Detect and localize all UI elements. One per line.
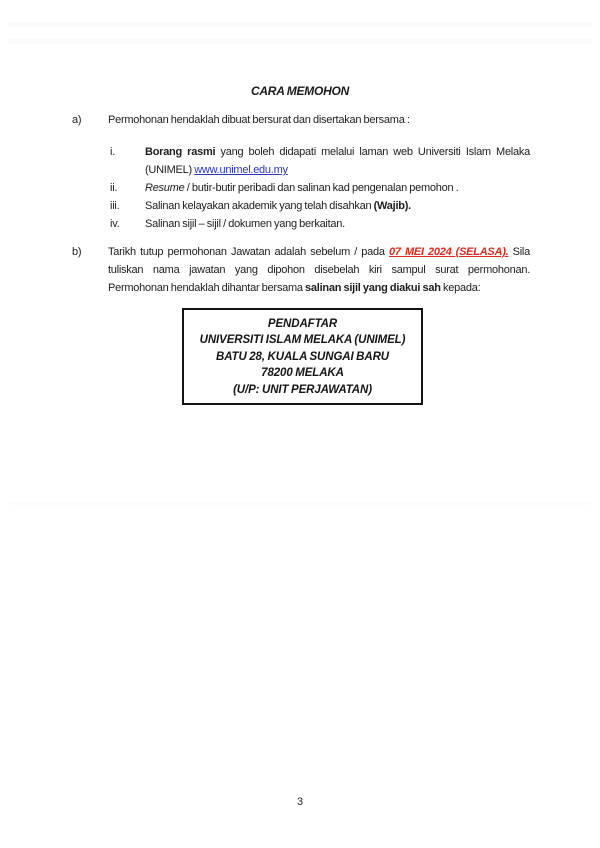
address-line-recipient: PENDAFTAR xyxy=(267,318,338,330)
send-with-pre: Permohonan hendaklah dihantar bersama xyxy=(108,282,306,294)
list-item-iv xyxy=(110,215,530,233)
borang-rasmi-bold: Borang rasmi xyxy=(145,146,216,158)
certified-copies-bold: salinan sijil yang diakui sah xyxy=(305,282,441,294)
list-item-i-line2 xyxy=(145,161,530,179)
list-item-ii xyxy=(110,179,530,197)
section-a xyxy=(72,111,530,129)
address-line-street: BATU 28, KUALA SUNGAI BARU xyxy=(215,350,390,363)
page-number: 3 xyxy=(296,796,304,808)
address-line-university: UNIVERSITI ISLAM MELAKA (UNIMEL) xyxy=(199,334,406,347)
section-a-item-list xyxy=(110,143,530,233)
list-item-i-label: i. xyxy=(110,146,115,158)
list-item-i-text xyxy=(145,143,530,179)
list-item-ii-label: ii. xyxy=(110,182,118,194)
section-a-text: Permohonan hendaklah dibuat bersurat dan disertakan bersama : xyxy=(108,114,410,126)
list-item-iv-label: iv. xyxy=(110,218,120,230)
list-item-i-line1-rest: yang boleh didapati melalui laman web Universiti Islam Melaka xyxy=(215,146,530,158)
section-b-line3 xyxy=(108,279,530,297)
list-item-iii xyxy=(110,197,530,215)
section-b-line2: tuliskan nama jawatan yang dipohon disebelah kiri sampul surat permohonan. xyxy=(108,264,530,276)
deadline-sentence-pre: Tarikh tutup permohonan Jawatan adalah sebelum / pada xyxy=(108,246,389,258)
list-item-iv-text: Salinan sijil – sijil / dokumen yang berkaitan. xyxy=(145,218,345,230)
list-item-ii-rest: / butir-butir peribadi dan salinan kad pengenalan pemohon . xyxy=(184,182,459,194)
list-item-ii-text xyxy=(145,179,530,197)
document-title: CARA MEMOHON xyxy=(250,84,350,98)
scan-artifact-band xyxy=(8,502,592,505)
section-b-line1 xyxy=(108,243,530,261)
scan-artifact-band xyxy=(8,39,592,44)
list-item-iii-label: iii. xyxy=(110,200,120,212)
list-item-iii-text xyxy=(145,197,530,215)
deadline-date: 07 MEI 2024 (SELASA). xyxy=(388,246,509,258)
section-b xyxy=(72,243,530,297)
list-item-i xyxy=(110,143,530,179)
section-b-paragraph xyxy=(108,243,530,297)
address-line-postcode: 78200 MELAKA xyxy=(261,367,344,380)
deadline-sentence-post: Sila xyxy=(508,246,530,258)
wajib-bold: (Wajib). xyxy=(373,200,411,212)
scan-artifact-band xyxy=(8,22,592,27)
send-with-post: kepada: xyxy=(440,282,481,294)
unimel-website-link[interactable]: www.unimel.edu.my xyxy=(194,164,288,176)
address-line-attention: (U/P: UNIT PERJAWATAN) xyxy=(233,383,372,396)
mailing-address-box xyxy=(182,308,423,405)
section-b-label: b) xyxy=(72,246,82,258)
resume-italic: Resume xyxy=(145,182,185,194)
list-item-iii-rest: Salinan kelayakan akademik yang telah disahkan xyxy=(145,200,374,212)
unimel-text: (UNIMEL) xyxy=(145,164,195,176)
list-item-i-line1 xyxy=(145,143,530,161)
section-a-label: a) xyxy=(72,114,82,126)
